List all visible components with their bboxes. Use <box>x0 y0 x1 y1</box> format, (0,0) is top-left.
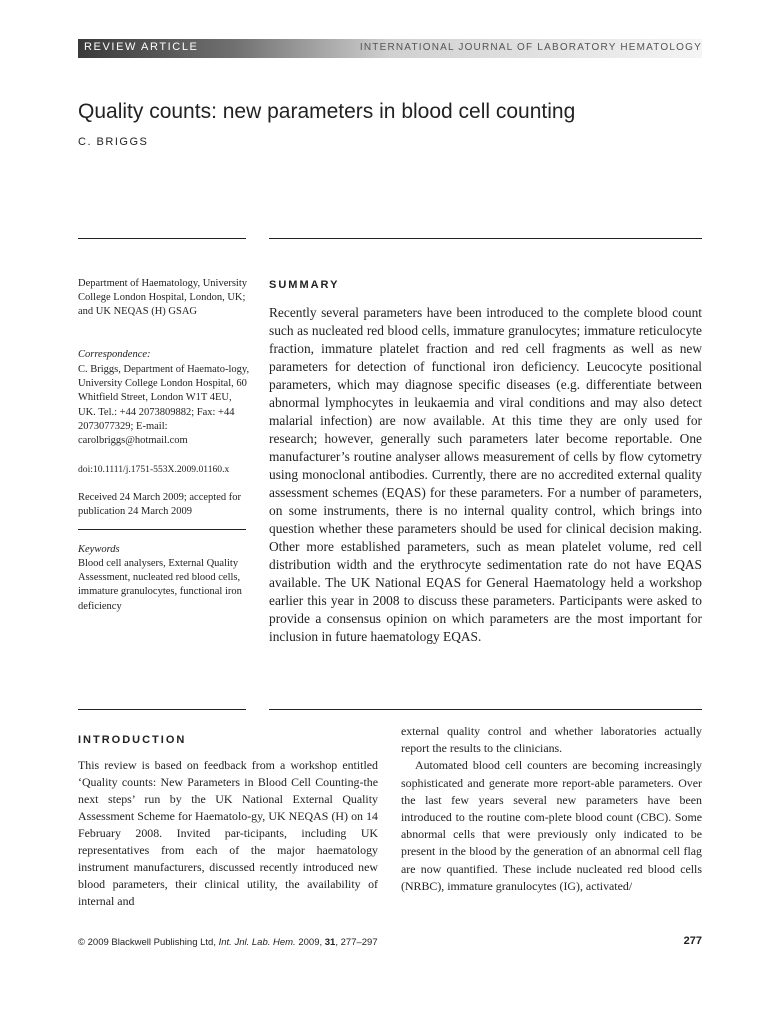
journal-name: INTERNATIONAL JOURNAL OF LABORATORY HEMATOLOGY <box>359 42 702 53</box>
summary-top-rule <box>269 238 702 239</box>
affiliation: Department of Haematology, University College London Hospital, London, UK; and UK NEQAS (H) GSAG <box>78 278 248 318</box>
keywords: Blood cell analysers, External Quality Assessment, nucleated red blood cells, immature granulocytes, functional iron deficiency <box>78 558 242 612</box>
doi[interactable]: doi:10.1111/j.1751-553X.2009.01160.x <box>78 464 230 475</box>
sidebar-bottom-rule <box>78 709 246 710</box>
article-author: C. BRIGGS <box>78 136 149 148</box>
footer-year: 2009, <box>298 937 323 948</box>
introduction-heading: INTRODUCTION <box>78 734 187 746</box>
footer-pages: , 277–297 <box>335 937 378 948</box>
sidebar-top-rule <box>78 238 246 239</box>
summary-heading: SUMMARY <box>269 279 340 291</box>
right-column-paragraph-1: external quality control and whether laboratories actually report the results to the clinicians. <box>401 724 702 756</box>
summary-text: Recently several parameters have been introduced to the complete blood count such as nucleated red blood cells, immature granulocytes; immature reticulocyte fraction, immature platelet fraction and red cell fragments as well as new parameters for detection of functional iron deficiency. Leucocyte positional parameters, which may diagnose specific diseases (e.g. differentiate between abnormal lymphocytes in leukaemia and viral conditions and may also detect malarial infection) are now available. At this time they are only used for research; however, generally such parameters later become reportable. One manufacturer’s routine analyser allows measurement of cells by flow cytometry using monoclonal antibodies. Currently, there are no accredited external quality assessment schemes (EQAS) for these parameters. For a number of parameters, on some instruments, there is no internal quality control, which brings into question whether these parameters should be used for clinical decision making. Other more established parameters, such as mean platelet volume, red cell distribution width and the erythrocyte sedimentation rate do not have EQAS available. The UK National EQAS for General Haematology held a workshop earlier this year in 2008 to discuss these parameters. Participants were asked to provide a consensus opinion on which parameters are the most important for inclusion in future haematology EQAS. <box>269 305 702 644</box>
keywords-label: Keywords <box>78 544 120 555</box>
received-dates: Received 24 March 2009; accepted for publication 24 March 2009 <box>78 492 241 518</box>
page-number: 277 <box>683 935 702 947</box>
section-label: REVIEW ARTICLE <box>84 41 199 53</box>
right-column <box>401 723 702 895</box>
article-title: Quality counts: new parameters in blood cell counting <box>78 100 576 123</box>
footer-copyright: © 2009 Blackwell Publishing Ltd, <box>78 937 216 948</box>
footer-journal-abbrev: Int. Jnl. Lab. Hem. <box>218 937 296 948</box>
right-column-paragraph-2: Automated blood cell counters are becoming increasingly sophisticated and generate more report-able parameters. Over the last few years several new parameters have been introduced to the routine com-plete blood count (CBC). Some abnormal cells that were previously only indicated to be present in the blood by the generation of an abnormal cell flag are now quantified. These include nucleated red blood cells (NRBC), immature granulocytes (IG), activated/ <box>401 758 702 893</box>
sidebar-mid-rule <box>78 529 246 530</box>
introduction-text: This review is based on feedback from a workshop entitled ‘Quality counts: New Parameters in Blood Cell Counting-the next steps’ run by the UK National External Quality Assessment Scheme for Haematolo-gy, UK NEQAS (H) on 14 February 2008. Invited par-ticipants, including UK representatives from each of the major haematology instrument manufacturers, discussed recently introduced new blood parameters, their clinical utility, the availability of internal and <box>78 758 378 908</box>
footer-citation <box>78 937 378 948</box>
summary-bottom-rule <box>269 709 702 710</box>
correspondence-label: Correspondence: <box>78 349 151 360</box>
correspondence: C. Briggs, Department of Haemato-logy, University College London Hospital, 60 Whitfield Street, London W1T 4EU, UK. Tel.: +44 2073809882; Fax: +44 2073077329; E-mail: carolbriggs@hotmail.com <box>78 364 250 447</box>
footer-volume: 31 <box>324 937 336 948</box>
